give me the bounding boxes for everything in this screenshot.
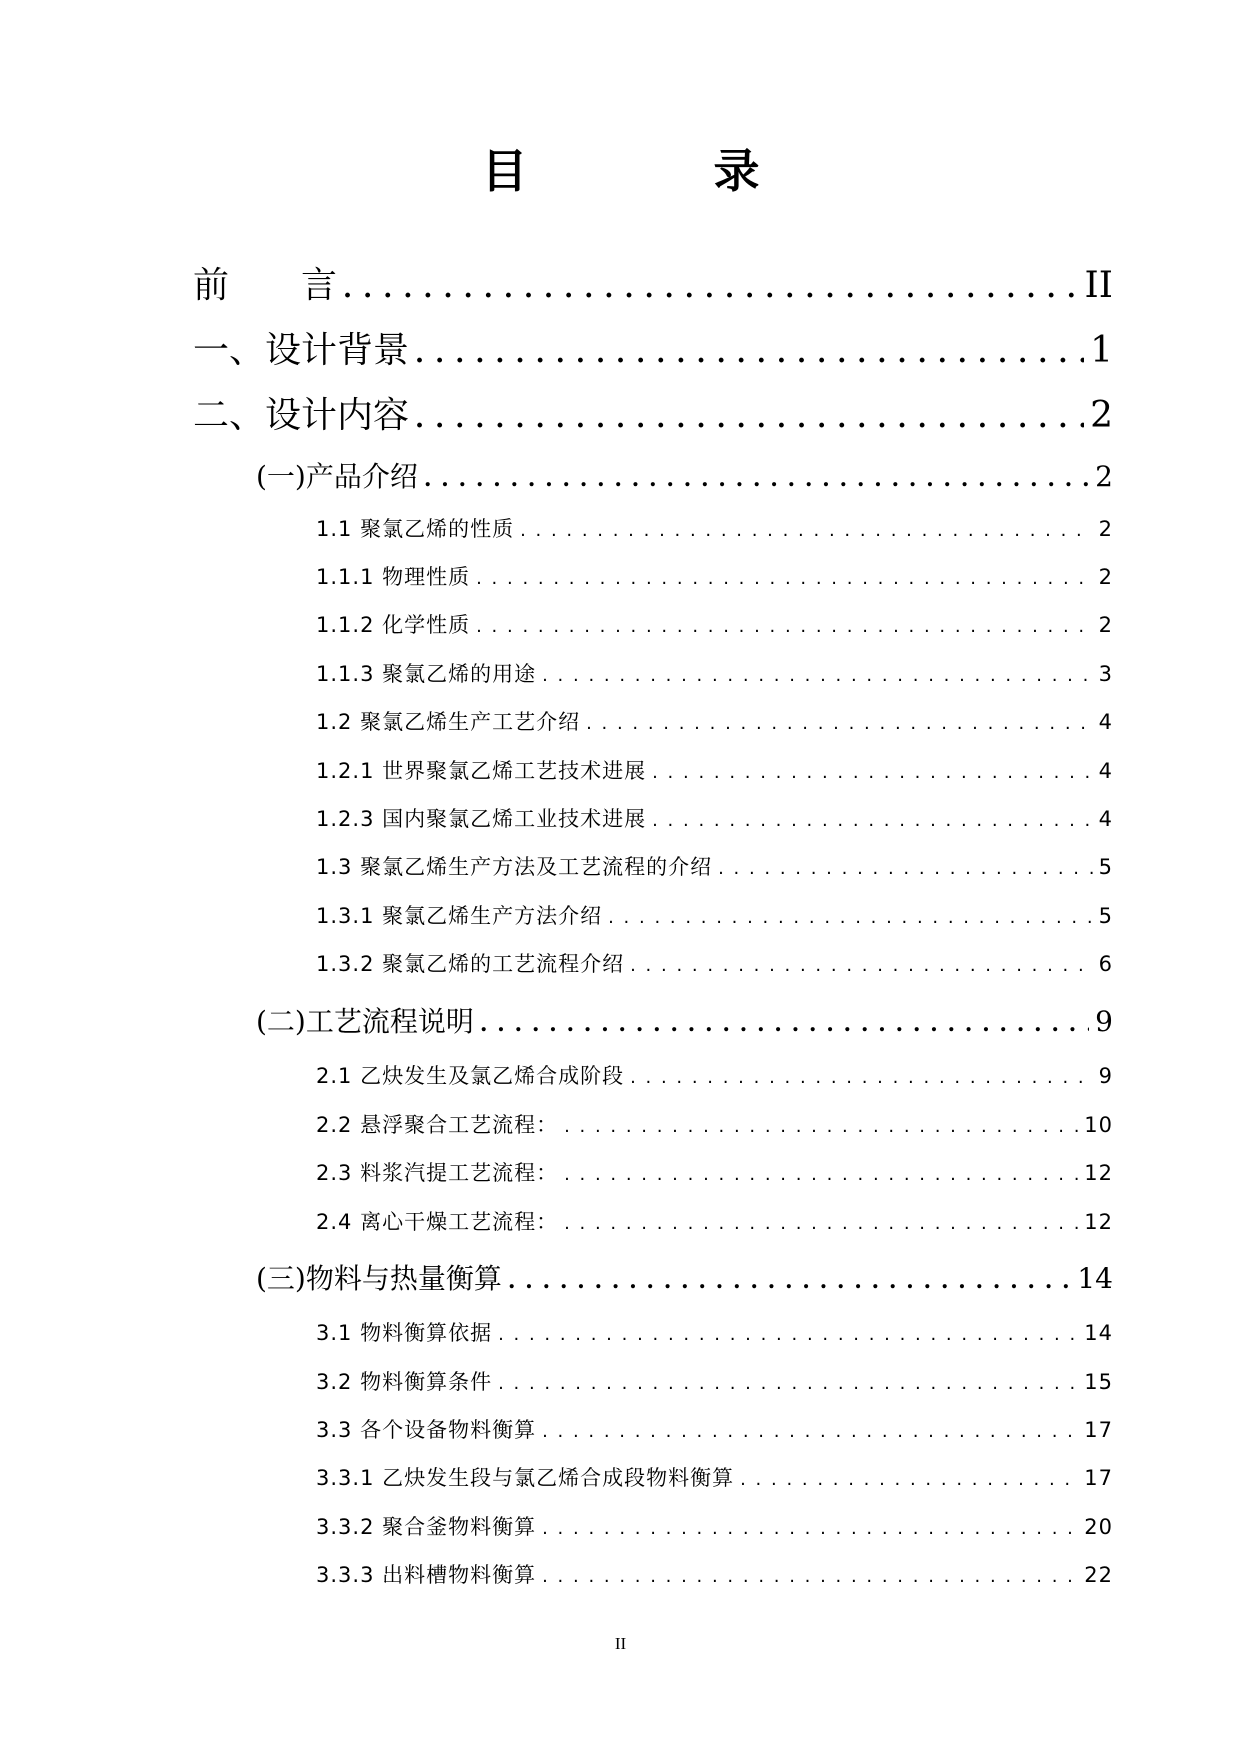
toc-entry-page: 22 <box>1084 1563 1113 1587</box>
dot-leader <box>740 1469 1078 1490</box>
toc-entry-page: 12 <box>1084 1161 1113 1185</box>
toc-entry[interactable] <box>256 1000 1113 1038</box>
toc-entry-label: 3.1 物料衡算依据 <box>316 1321 493 1345</box>
dot-leader <box>476 616 1093 637</box>
dot-leader <box>586 713 1093 734</box>
toc-entry-label: 2.1 乙炔发生及氯乙烯合成阶段 <box>316 1064 625 1088</box>
dot-leader <box>542 1518 1078 1539</box>
toc-entry[interactable] <box>256 1257 1113 1295</box>
dot-leader <box>564 1164 1078 1185</box>
toc-entry[interactable] <box>316 1366 1113 1396</box>
toc-entry[interactable] <box>316 658 1113 688</box>
dot-leader <box>630 1067 1093 1088</box>
dot-leader <box>542 1421 1078 1442</box>
toc-entry-page: 2 <box>1095 460 1113 493</box>
dot-leader <box>480 1011 1089 1037</box>
toc-entry[interactable] <box>193 257 1113 306</box>
toc-entry-label: 3.3.2 聚合釜物料衡算 <box>316 1515 537 1539</box>
toc-entry-page: 14 <box>1077 1262 1113 1295</box>
toc-entry[interactable] <box>316 1511 1113 1541</box>
dot-leader <box>564 1116 1078 1137</box>
dot-leader <box>542 1566 1078 1587</box>
toc-entry-page: 20 <box>1084 1515 1113 1539</box>
toc-entry[interactable] <box>193 322 1113 371</box>
toc-entry-page: 4 <box>1098 759 1113 783</box>
toc-entry[interactable] <box>316 1317 1113 1347</box>
toc-entry[interactable] <box>316 1206 1113 1236</box>
toc-entry-label: 1.3.2 聚氯乙烯的工艺流程介绍 <box>316 952 625 976</box>
dot-leader <box>630 955 1093 976</box>
dot-leader <box>718 858 1093 879</box>
toc-entry[interactable] <box>316 755 1113 785</box>
toc-entry-label: 1.1.2 化学性质 <box>316 613 471 637</box>
dot-leader <box>652 810 1093 831</box>
toc-entry-label: 3.3.1 乙炔发生段与氯乙烯合成段物料衡算 <box>316 1466 735 1490</box>
toc-entry[interactable] <box>256 455 1113 493</box>
toc-entry-page: 2 <box>1098 613 1113 637</box>
dot-leader <box>608 907 1093 928</box>
toc-entry[interactable] <box>316 513 1113 543</box>
dot-leader <box>542 665 1093 686</box>
toc-entry[interactable] <box>316 1414 1113 1444</box>
toc-entry[interactable] <box>316 561 1113 591</box>
toc-entry-label: 2.3 料浆汽提工艺流程： <box>316 1161 559 1185</box>
toc-entry-label: 3.3.3 出料槽物料衡算 <box>316 1563 537 1587</box>
toc-entry-label: 1.3.1 聚氯乙烯生产方法介绍 <box>316 904 603 928</box>
toc-entry[interactable] <box>316 706 1113 736</box>
toc-entry[interactable] <box>316 1060 1113 1090</box>
toc-entry-label: 一、设计背景 <box>193 330 410 371</box>
footer-page-number: II <box>614 1634 627 1653</box>
toc-entry-page: 17 <box>1084 1418 1113 1442</box>
toc-entry-label: 2.4 离心干燥工艺流程： <box>316 1210 559 1234</box>
toc-entry-page: 14 <box>1084 1321 1113 1345</box>
dot-leader <box>508 1268 1072 1294</box>
dot-leader <box>498 1373 1078 1394</box>
toc-entry-page: II <box>1084 265 1113 306</box>
toc-entry-label: 1.1.3 聚氯乙烯的用途 <box>316 662 537 686</box>
dot-leader <box>652 762 1093 783</box>
toc-entry[interactable] <box>316 609 1113 639</box>
dot-leader <box>476 568 1093 589</box>
toc-entry-label: 前 言 <box>193 265 338 306</box>
toc-entry[interactable] <box>316 1157 1113 1187</box>
toc-entry-label: 1.3 聚氯乙烯生产方法及工艺流程的介绍 <box>316 855 713 879</box>
toc-entry[interactable] <box>316 851 1113 881</box>
toc-entry[interactable] <box>316 948 1113 978</box>
toc-entry[interactable] <box>316 1109 1113 1139</box>
toc-entry-label: (一)产品介绍 <box>256 460 418 493</box>
dot-leader <box>415 404 1084 434</box>
dot-leader <box>415 339 1084 369</box>
toc-entry-page: 15 <box>1084 1370 1113 1394</box>
toc-entry-page: 10 <box>1084 1113 1113 1137</box>
toc-entry[interactable] <box>316 900 1113 930</box>
toc-entry-label: (三)物料与热量衡算 <box>256 1262 502 1295</box>
toc-entry-page: 5 <box>1098 904 1113 928</box>
dot-leader <box>424 466 1089 492</box>
toc-entry-page: 17 <box>1084 1466 1113 1490</box>
dot-leader <box>343 274 1079 304</box>
toc-entry-page: 9 <box>1098 1064 1113 1088</box>
toc-entry[interactable] <box>193 387 1113 436</box>
toc-entry-page: 1 <box>1090 330 1113 371</box>
toc-entry-label: 二、设计内容 <box>193 395 410 436</box>
toc-entry-page: 4 <box>1098 807 1113 831</box>
toc-entry-label: 3.2 物料衡算条件 <box>316 1370 493 1394</box>
toc-entry-page: 2 <box>1098 565 1113 589</box>
toc-entry-page: 9 <box>1095 1005 1113 1038</box>
toc-entry-page: 2 <box>1098 517 1113 541</box>
toc-entry-page: 6 <box>1098 952 1113 976</box>
toc-entry-label: 1.2.1 世界聚氯乙烯工艺技术进展 <box>316 759 647 783</box>
toc-entry-label: 1.2 聚氯乙烯生产工艺介绍 <box>316 710 581 734</box>
dot-leader <box>520 520 1093 541</box>
toc-entry-page: 3 <box>1098 662 1113 686</box>
toc-entry-page: 12 <box>1084 1210 1113 1234</box>
dot-leader <box>498 1324 1078 1345</box>
toc-entry-label: 3.3 各个设备物料衡算 <box>316 1418 537 1442</box>
toc-entry-page: 4 <box>1098 710 1113 734</box>
toc-entry-label: 1.2.3 国内聚氯乙烯工业技术进展 <box>316 807 647 831</box>
toc-entry-label: 1.1 聚氯乙烯的性质 <box>316 517 515 541</box>
toc-entry[interactable] <box>316 1462 1113 1492</box>
toc-entry-label: 1.1.1 物理性质 <box>316 565 471 589</box>
toc-entry[interactable] <box>316 1559 1113 1589</box>
toc-entry-page: 5 <box>1098 855 1113 879</box>
toc-entry-label: 2.2 悬浮聚合工艺流程： <box>316 1113 559 1137</box>
page-title: 目 录 <box>481 144 830 198</box>
toc-entry[interactable] <box>316 803 1113 833</box>
dot-leader <box>564 1213 1078 1234</box>
toc-entry-label: (二)工艺流程说明 <box>256 1005 474 1038</box>
toc-entry-page: 2 <box>1090 395 1113 436</box>
